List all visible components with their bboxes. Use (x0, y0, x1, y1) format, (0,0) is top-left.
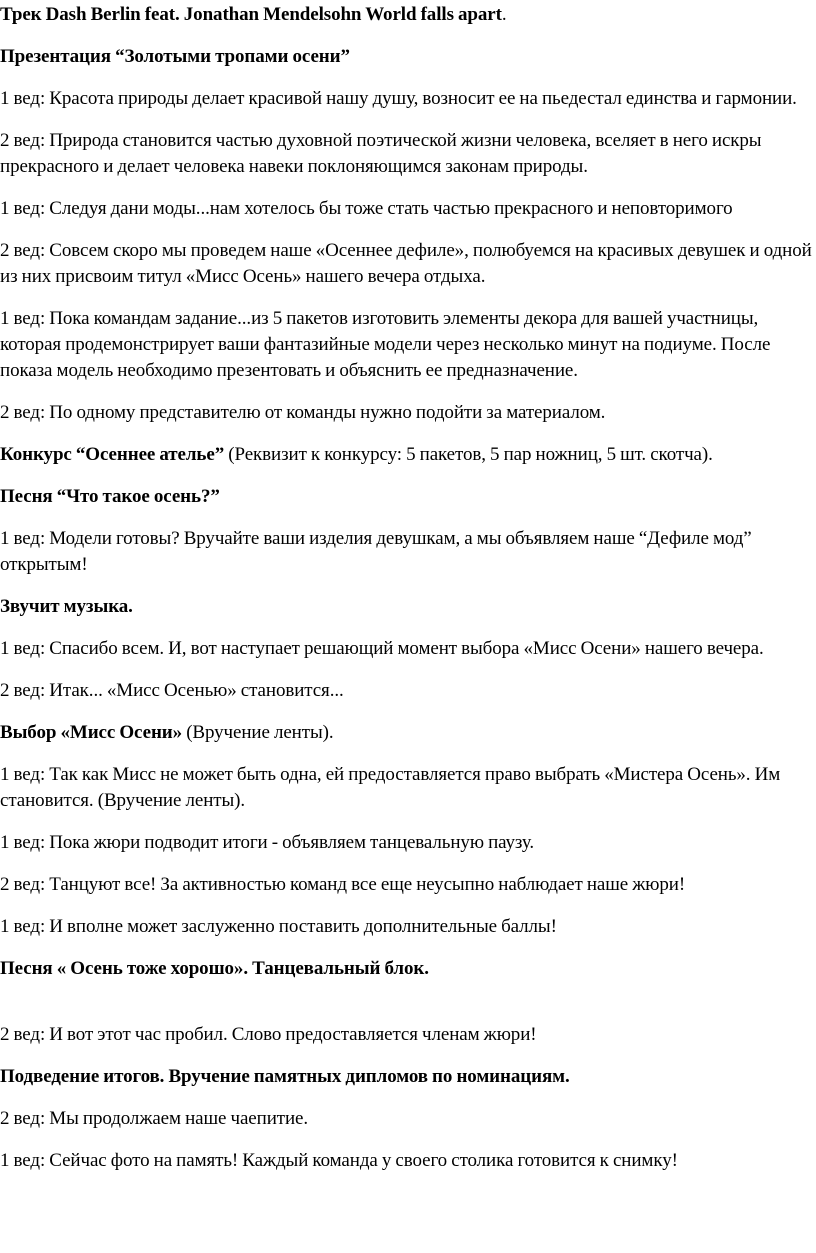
paragraph-16: 1 вед: Сейчас фото на память! Каждый команда у своего столика готовится к снимку! (0, 1150, 678, 1171)
paragraph-5: 1 вед: Пока командам задание...из 5 пакетов изготовить элементы декора для вашей участницы, которая продемонстрирует ваши фантазийные модели через несколько минут на подиуме. После показа модель необходимо презентовать и объяснить ее предназначение. (0, 308, 771, 381)
results-heading: Подведение итогов. Вручение памятных дипломов по номинациям. (0, 1066, 570, 1087)
paragraph-10: 1 вед: Так как Мисс не может быть одна, ей предоставляется право выбрать «Мистера Осень». Им становится. (Вручение ленты). (0, 764, 781, 811)
song-heading-1: Песня “Что такое осень?” (0, 486, 220, 507)
paragraph-2: 2 вед: Природа становится частью духовной поэтической жизни человека, вселяет в него искры прекрасного и делает человека навеки поклоняющимся законам природы. (0, 130, 762, 177)
paragraph-9: 2 вед: Итак... «Мисс Осенью» становится... (0, 680, 344, 701)
song-heading-2: Песня « Осень тоже хорошо». Танцевальный блок. (0, 958, 429, 979)
choice-note: (Вручение ленты). (182, 722, 334, 743)
choice-line (0, 720, 816, 746)
paragraph-8: 1 вед: Спасибо всем. И, вот наступает решающий момент выбора «Мисс Осени» нашего вечера. (0, 638, 764, 659)
paragraph-3: 1 вед: Следуя дани моды...нам хотелось бы тоже стать частью прекрасного и неповторимого (0, 198, 733, 219)
music-note: Звучит музыка. (0, 596, 133, 617)
choice-title: Выбор «Мисс Осени» (0, 722, 183, 743)
track-title: Трек Dash Berlin feat. Jonathan Mendelsohn World falls apart (0, 4, 502, 25)
paragraph-14: 2 вед: И вот этот час пробил. Слово предоставляется членам жюри! (0, 1024, 537, 1045)
paragraph-6: 2 вед: По одному представителю от команды нужно подойти за материалом. (0, 402, 606, 423)
contest-line (0, 442, 816, 468)
paragraph-13: 1 вед: И вполне может заслуженно поставить дополнительные баллы! (0, 916, 557, 937)
paragraph-4: 2 вед: Совсем скоро мы проведем наше «Осеннее дефиле», полюбуемся на красивых девушек и одной из них присвоим титул «Мисс Осень» нашего вечера отдыха. (0, 240, 812, 287)
paragraph-7: 1 вед: Модели готовы? Вручайте ваши изделия девушкам, а мы объявляем наше “Дефиле мод” открытым! (0, 528, 752, 575)
contest-props: (Реквизит к конкурсу: 5 пакетов, 5 пар ножниц, 5 шт. скотча). (224, 444, 713, 465)
track-period: . (501, 4, 507, 25)
paragraph-11: 1 вед: Пока жюри подводит итоги - объявляем танцевальную паузу. (0, 832, 535, 853)
contest-title: Конкурс “Осеннее ателье” (0, 444, 225, 465)
paragraph-15: 2 вед: Мы продолжаем наше чаепитие. (0, 1108, 309, 1129)
track-line (0, 2, 816, 28)
presentation-heading: Презентация “Золотыми тропами осени” (0, 46, 350, 67)
paragraph-12: 2 вед: Танцуют все! За активностью команд все еще неусыпно наблюдает наше жюри! (0, 874, 686, 895)
paragraph-1: 1 вед: Красота природы делает красивой нашу душу, возносит ее на пьедестал единства и гармонии. (0, 88, 797, 109)
